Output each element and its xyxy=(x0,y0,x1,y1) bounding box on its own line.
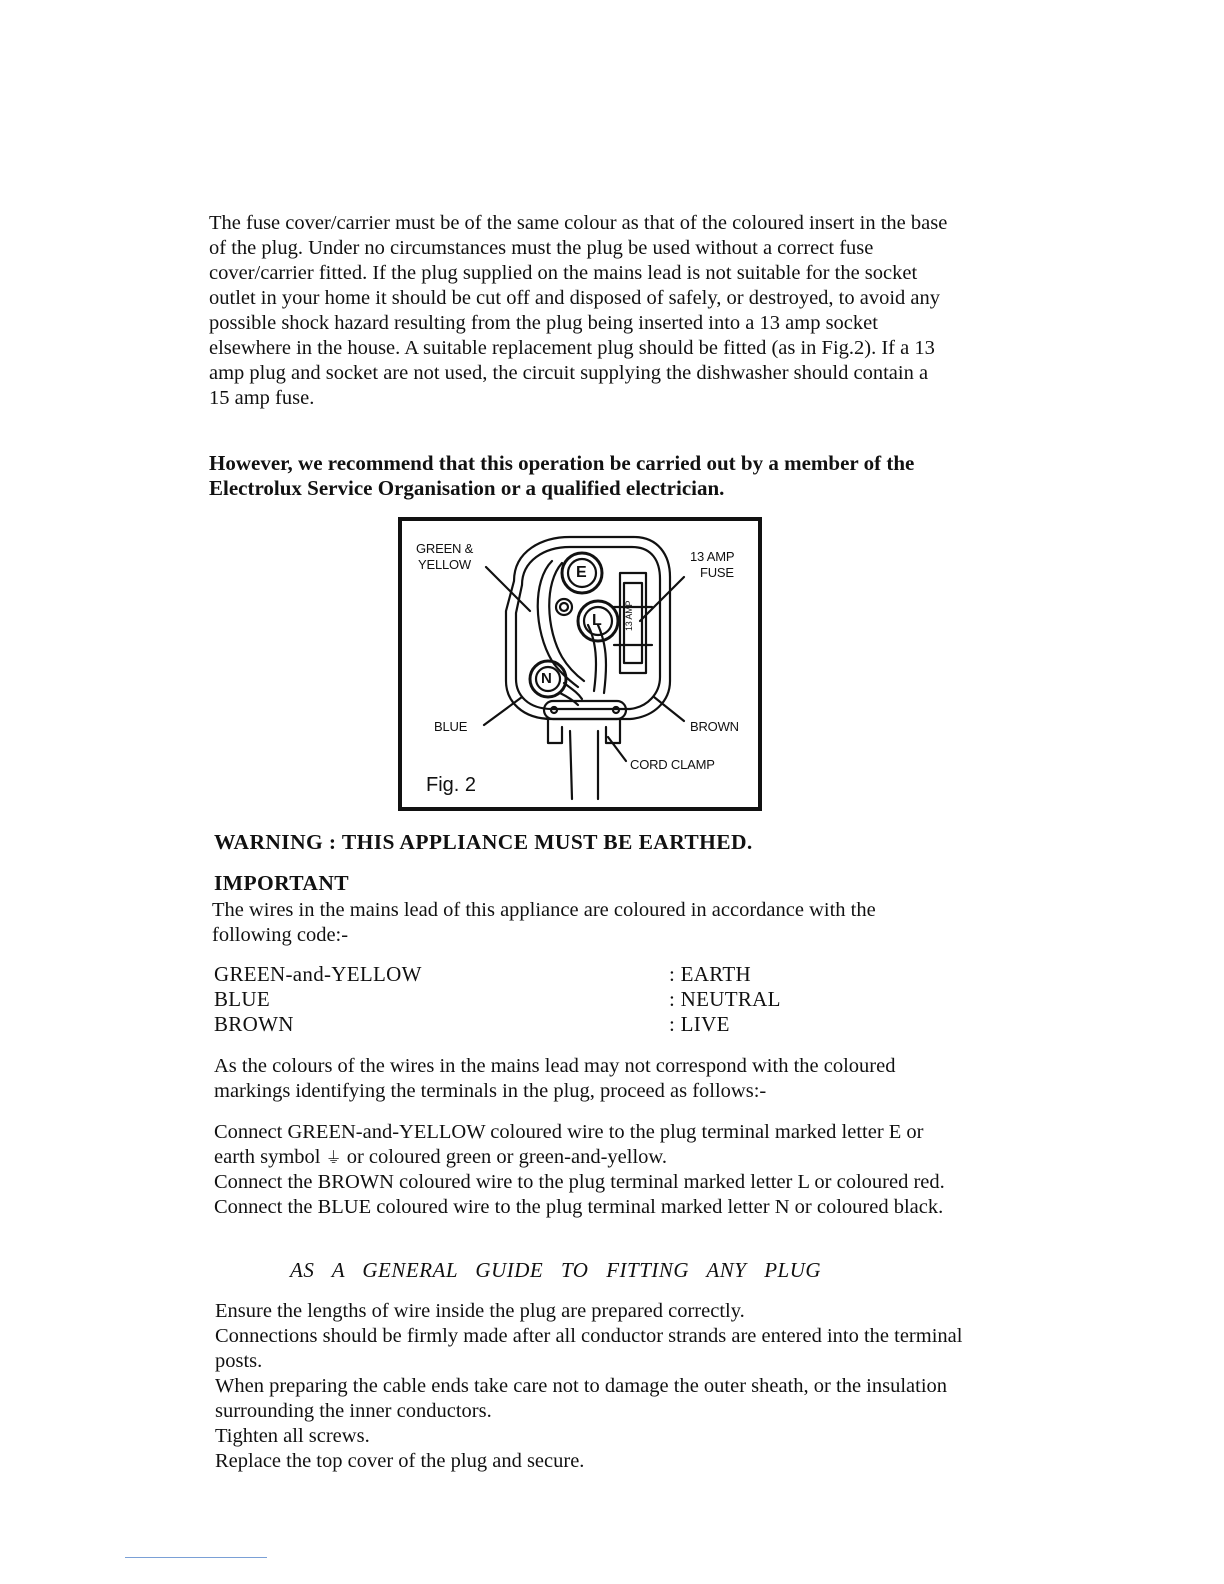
terminal-l-label: L xyxy=(592,612,602,629)
wire-code-row xyxy=(214,987,914,1012)
important-heading: IMPORTANT xyxy=(214,871,350,895)
terminal-e-label: E xyxy=(576,564,587,581)
fuse-rating-text: 13 AMP xyxy=(624,600,634,631)
wire-colour: GREEN-and-YELLOW xyxy=(214,962,422,986)
wire-code-table xyxy=(214,962,914,1037)
wire-colour: BLUE xyxy=(214,987,271,1011)
green-yellow-label-2: YELLOW xyxy=(418,557,471,572)
footer-rule xyxy=(125,1557,267,1558)
wire-meaning: : NEUTRAL xyxy=(669,987,781,1011)
fuse-label-1: 13 AMP xyxy=(690,549,735,564)
connect-live-neutral-text: Connect the BROWN coloured wire to the plug terminal marked letter L or coloured red. Connect the BLUE coloured wire to the plug terminal marked letter N or coloured black. xyxy=(214,1171,945,1218)
fuse-cover-paragraph: The fuse cover/carrier must be of the same colour as that of the coloured insert in the base of the plug. Under no circumstances must the plug be used without a correct fuse cover/carrier fitted. If the plug supplied on the mains lead is not suitable for the socket outlet in your home it should be cut off and disposed of safely, or destroyed, to avoid any possible shock hazard resulting from the plug being inserted into a 13 amp socket elsewhere in the house. A suitable replacement plug should be fitted (as in Fig.2). If a 13 amp plug and socket are not used, the circuit supplying the dishwasher should contain a 15 amp fuse. xyxy=(209,212,948,409)
connection-instructions xyxy=(214,1120,954,1220)
guide-line: Ensure the lengths of wire inside the plug are prepared correctly. xyxy=(215,1300,745,1322)
guide-line: Connections should be firmly made after all conductor strands are entered into the terminal posts. xyxy=(215,1325,963,1372)
guide-list xyxy=(215,1299,975,1474)
green-yellow-label-1: GREEN & xyxy=(416,541,474,556)
wire-code-intro: The wires in the mains lead of this appliance are coloured in accordance with the following code:- xyxy=(212,899,876,946)
guide-line: When preparing the cable ends take care not to damage the outer sheath, or the insulation surrounding the inner conductors. xyxy=(215,1375,948,1422)
connect-earth-text: Connect GREEN-and-YELLOW coloured wire to the plug terminal marked letter E or earth symbol xyxy=(214,1121,924,1168)
wire-colour: BROWN xyxy=(214,1012,294,1036)
brown-label: BROWN xyxy=(690,719,739,734)
wire-code-row xyxy=(214,962,914,987)
guide-line: Replace the top cover of the plug and secure. xyxy=(215,1450,585,1472)
wire-meaning: : LIVE xyxy=(669,1012,730,1036)
blue-label: BLUE xyxy=(434,719,468,734)
fuse-label-2: FUSE xyxy=(700,565,734,580)
plug-wiring-figure xyxy=(398,517,762,811)
terminal-n-label: N xyxy=(541,670,552,687)
guide-heading: AS A GENERAL GUIDE TO FITTING ANY PLUG xyxy=(290,1258,822,1282)
wire-meaning: : EARTH xyxy=(669,962,751,986)
colour-mismatch-paragraph: As the colours of the wires in the mains lead may not correspond with the coloured markings identifying the terminals in the plug, proceed as follows:- xyxy=(214,1055,896,1102)
earth-warning: WARNING : THIS APPLIANCE MUST BE EARTHED. xyxy=(214,830,753,854)
cord-clamp-label: CORD CLAMP xyxy=(630,757,715,772)
wire-code-row xyxy=(214,1012,914,1037)
figure-caption: Fig. 2 xyxy=(426,774,477,796)
earth-symbol-icon: ⏚ xyxy=(325,1148,342,1167)
connect-earth-text-cont: or coloured green or green-and-yellow. xyxy=(346,1146,667,1168)
recommendation-paragraph: However, we recommend that this operation be carried out by a member of the Electrolux Service Organisation or a qualified electrician. xyxy=(209,451,915,500)
guide-line: Tighten all screws. xyxy=(215,1425,370,1447)
